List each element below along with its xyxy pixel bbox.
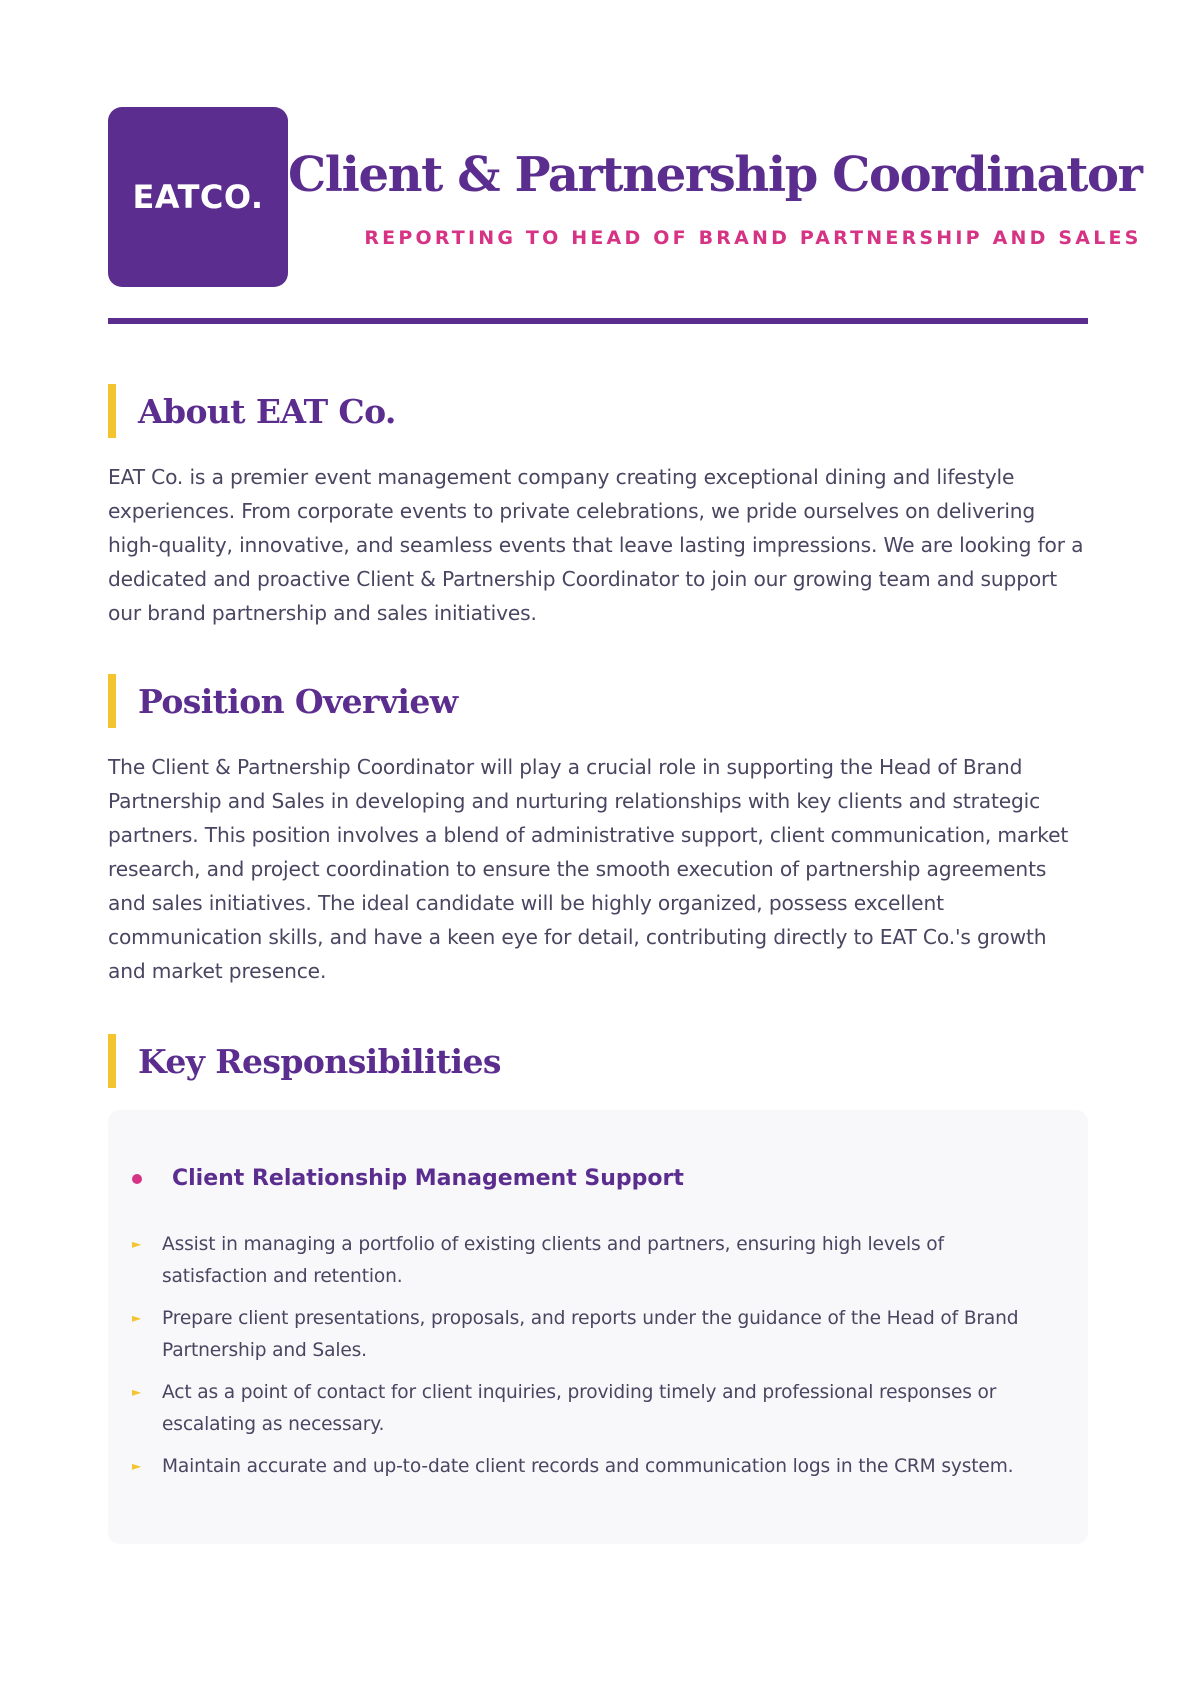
logo-text: EATCO.: [132, 178, 264, 216]
triangle-right-icon: ►: [132, 1385, 142, 1399]
responsibility-list: [132, 1229, 1048, 1483]
list-item-text: Maintain accurate and up-to-date client records and communication logs in the CRM system.: [162, 1456, 1014, 1477]
list-item: [132, 1451, 1048, 1483]
list-item: [132, 1303, 1048, 1366]
page-subtitle: REPORTING TO HEAD OF BRAND PARTNERSHIP AND SALES: [364, 227, 1142, 250]
about-paragraph: EAT Co. is a premier event management company creating exceptional dining and lifestyle experiences. From corporate events to private celebrations, we pride ourselves on delivering high-quality, innovative, and seamless events that leave lasting impressions. We are looking for a dedicated and proactive Client & Partnership Coordinator to join our growing team and support our brand partnership and sales initiatives.: [108, 465, 1084, 625]
responsibilities-panel: [108, 1110, 1088, 1544]
triangle-right-icon: ►: [132, 1459, 142, 1473]
triangle-right-icon: ►: [132, 1237, 142, 1251]
list-item-text: Assist in managing a portfolio of existing clients and partners, ensuring high levels of satisfaction and retention.: [162, 1234, 944, 1287]
overview-paragraph: The Client & Partnership Coordinator will play a crucial role in supporting the Head of Brand Partnership and Sales in developing and nurturing relationships with key clients and strategic partners. This position involves a blend of administrative support, client communication, market research, and project coordination to ensure the smooth execution of partnership agreements and sales initiatives. The ideal candidate will be highly organized, possess excellent communication skills, and have a keen eye for detail, contributing directly to EAT Co.'s growth and market presence.: [108, 755, 1069, 983]
job-description-page: [108, 107, 1142, 1544]
list-item: [132, 1377, 1048, 1440]
section-heading-about: About EAT Co.: [108, 384, 1088, 438]
pink-dot-icon: [132, 1174, 142, 1184]
list-item-text: Prepare client presentations, proposals, and reports under the guidance of the Head of Brand Partnership and Sales.: [162, 1308, 1019, 1361]
responsibility-group-label: Client Relationship Management Support: [172, 1166, 684, 1191]
section-heading-responsibilities: Key Responsibilities: [108, 1034, 1088, 1088]
header-text: [288, 145, 1142, 250]
responsibility-group-title: [132, 1166, 1048, 1191]
header-divider: [108, 318, 1088, 324]
section-heading-overview: Position Overview: [108, 674, 1088, 728]
header: [108, 107, 1142, 287]
page-title: Client & Partnership Coordinator: [288, 146, 1142, 203]
company-logo: [108, 107, 288, 287]
list-item: [132, 1229, 1048, 1292]
triangle-right-icon: ►: [132, 1311, 142, 1325]
list-item-text: Act as a point of contact for client inquiries, providing timely and professional responses or escalating as necessary.: [162, 1382, 997, 1435]
